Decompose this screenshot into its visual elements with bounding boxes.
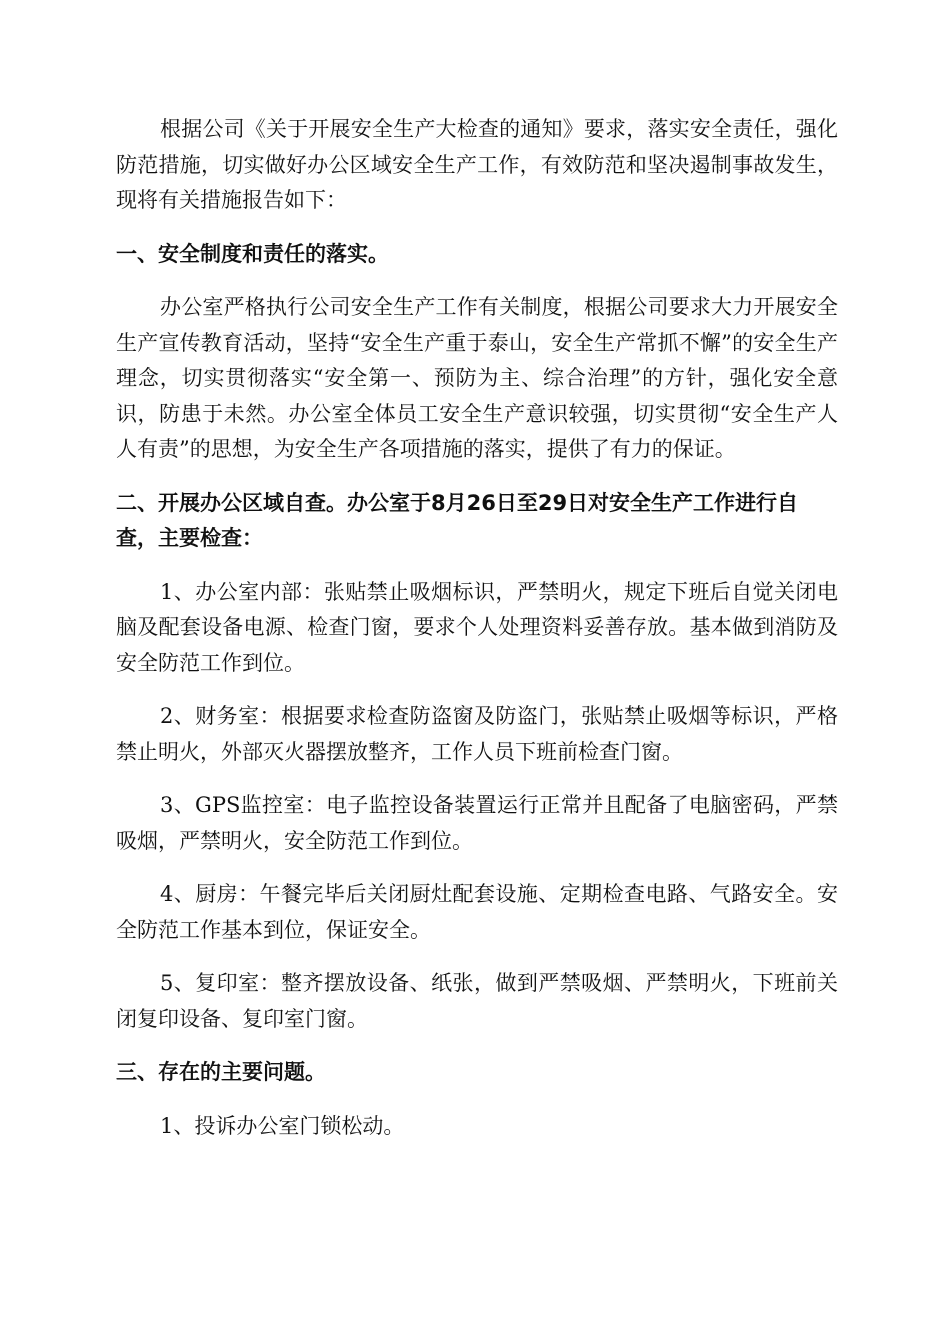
- section-2-item: 1、办公室内部：张贴禁止吸烟标识，严禁明火，规定下班后自觉关闭电脑及配套设备电源、检查门窗，要求个人处理资料妥善存放。基本做到消防及安全防范工作到位。: [116, 579, 838, 675]
- section-1-body: 办公室严格执行公司安全生产工作有关制度，根据公司要求大力开展安全生产宣传教育活动，坚持“安全生产重于泰山，安全生产常抓不懈”的安全生产理念，切实贯彻落实“安全第一、预防为主、综合治理”的方针，强化安全意识，防患于未然。办公室全体员工安全生产意识较强，切实贯彻“安全生产人人有责”的思想，为安全生产各项措施的落实，提供了有力的保证。: [116, 295, 838, 461]
- section-2-item: 5、复印室：整齐摆放设备、纸张，做到严禁吸烟、严禁明火，下班前关闭复印设备、复印室门窗。: [116, 971, 838, 1031]
- section-2-item: 4、厨房：午餐完毕后关闭厨灶配套设施、定期检查电路、气路安全。安全防范工作基本到位，保证安全。: [116, 882, 838, 942]
- section-3-item: 1、投诉办公室门锁松动。: [160, 1113, 405, 1138]
- section-2-item: 2、财务室：根据要求检查防盗窗及防盗门，张贴禁止吸烟等标识，严格禁止明火，外部灭火器摆放整齐，工作人员下班前检查门窗。: [116, 704, 838, 764]
- document-page: [116, 112, 838, 1162]
- section-2-item: 3、GPS监控室：电子监控设备装置运行正常并且配备了电脑密码，严禁吸烟，严禁明火，安全防范工作到位。: [116, 793, 838, 853]
- section-1-heading: 一、安全制度和责任的落实。: [116, 241, 389, 266]
- section-2-heading: 二、开展办公区域自查。办公室于8月26日至29日对安全生产工作进行自查，主要检查：: [116, 490, 799, 550]
- section-3-heading: 三、存在的主要问题。: [116, 1060, 326, 1084]
- intro-paragraph: 根据公司《关于开展安全生产大检查的通知》要求，落实安全责任，强化防范措施，切实做好办公区域安全生产工作，有效防范和坚决遏制事故发生，现将有关措施报告如下：: [116, 117, 838, 212]
